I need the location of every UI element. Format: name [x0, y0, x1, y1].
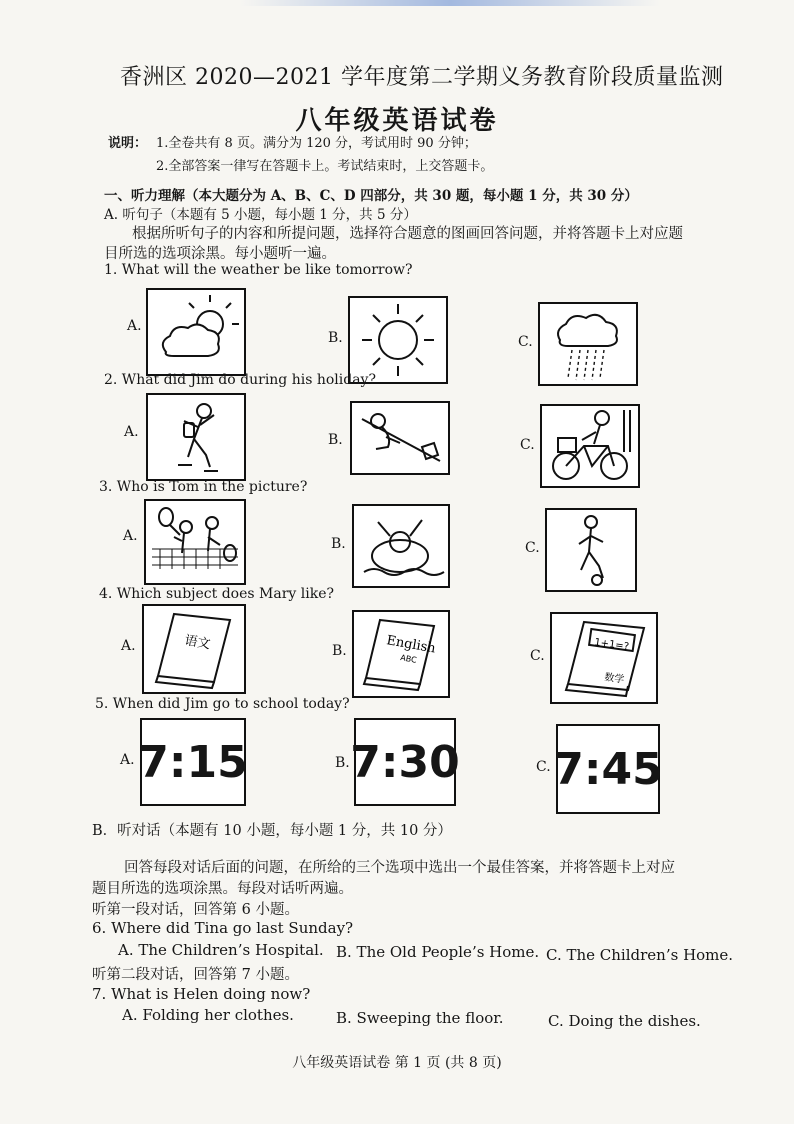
- tennis-icon: [146, 501, 244, 583]
- q2-option-a-label: A.: [124, 424, 139, 440]
- q1-option-c-picture[interactable]: [538, 302, 638, 386]
- book-sublabel: ABC: [399, 653, 418, 665]
- q3-option-c-label: C.: [525, 540, 540, 556]
- q1-option-c-label: C.: [518, 334, 533, 350]
- football-icon: [547, 510, 635, 590]
- chinese-book-icon: [144, 606, 244, 692]
- time-display: 7:30: [350, 736, 460, 788]
- q2-option-c-label: C.: [520, 437, 535, 453]
- q2-option-c-picture[interactable]: [540, 404, 640, 488]
- question-4: 4. Which subject does Mary like?: [99, 586, 334, 602]
- math-book-icon: [552, 614, 656, 702]
- q2-option-a-picture[interactable]: [146, 393, 246, 481]
- q5-option-b-label: B.: [335, 755, 350, 771]
- rain-cloud-icon: [540, 304, 636, 384]
- part-a-directions-2: 目所选的选项涂黑。每小题听一遍。: [104, 246, 336, 262]
- q3-option-c-picture[interactable]: [545, 508, 637, 592]
- sliding-icon: [352, 403, 448, 473]
- book-label: English: [385, 633, 437, 657]
- q5-option-a-label: A.: [120, 752, 135, 768]
- page-footer: 八年级英语试卷 第 1 页 (共 8 页): [292, 1055, 502, 1071]
- q5-option-c-clock[interactable]: [553, 724, 663, 814]
- q4-option-a-picture[interactable]: [142, 604, 246, 694]
- sun-icon: [350, 298, 446, 382]
- question-7: 7. What is Helen doing now?: [92, 985, 311, 1003]
- question-1: 1. What will the weather be like tomorrow?: [104, 262, 413, 278]
- q6-option-a[interactable]: A. The Children’s Hospital.: [118, 941, 324, 959]
- question-3: 3. Who is Tom in the picture?: [99, 479, 308, 495]
- q6-option-b[interactable]: B. The Old People’s Home.: [336, 943, 540, 961]
- q4-option-a-label: A.: [121, 638, 136, 654]
- q4-option-c-label: C.: [530, 648, 545, 664]
- time-display: 7:45: [553, 743, 663, 795]
- q3-option-b-picture[interactable]: [352, 504, 450, 588]
- q6-option-c[interactable]: C. The Children’s Home.: [546, 946, 734, 964]
- dialog-1-instruction: 听第一段对话，回答第 6 小题。: [92, 902, 299, 918]
- instructions-line-1: 1.全卷共有 8 页。满分为 120 分，考试用时 90 分钟；: [156, 136, 477, 151]
- book-sublabel: 数学: [603, 672, 625, 686]
- part-b-heading: B．听对话（本题有 10 小题，每小题 1 分，共 10 分）: [92, 823, 452, 839]
- time-display: 7:15: [138, 736, 248, 788]
- instructions-label: 说明：: [108, 136, 148, 151]
- q3-option-a-label: A.: [123, 528, 138, 544]
- part-b-directions-1: 回答每段对话后面的问题，在所给的三个选项中选出一个最佳答案，并将答题卡上对应: [124, 860, 675, 876]
- instructions-line-2: 2.全部答案一律写在答题卡上。考试结束时，上交答题卡。: [156, 159, 494, 174]
- q1-option-b-label: B.: [328, 330, 343, 346]
- book-label: 1+1=?: [593, 637, 630, 653]
- q3-option-a-picture[interactable]: [144, 499, 246, 585]
- section-1-heading: 一、听力理解（本大题分为 A、B、C、D 四部分，共 30 题，每小题 1 分，共 30 分）: [104, 188, 638, 204]
- exam-title: 香洲区 2020—2021 学年度第二学期义务教育阶段质量监测: [120, 65, 724, 90]
- q2-option-b-picture[interactable]: [350, 401, 450, 475]
- question-6: 6. Where did Tina go last Sunday?: [92, 919, 354, 937]
- q4-option-b-picture[interactable]: [352, 610, 450, 698]
- dialog-2-instruction: 听第二段对话，回答第 7 小题。: [92, 967, 299, 983]
- swimming-icon: [354, 506, 448, 586]
- q7-option-b[interactable]: B. Sweeping the floor.: [336, 1009, 504, 1027]
- q5-option-a-clock[interactable]: [140, 718, 246, 806]
- q1-option-a-picture[interactable]: [146, 288, 246, 376]
- book-label: 语文: [183, 633, 212, 653]
- exam-subtitle: 八年级英语试卷: [295, 106, 499, 136]
- q1-option-b-picture[interactable]: [348, 296, 448, 384]
- climbing-icon: [148, 395, 244, 479]
- q7-option-a[interactable]: A. Folding her clothes.: [122, 1006, 294, 1024]
- question-5: 5. When did Jim go to school today?: [95, 696, 350, 712]
- question-2: 2. What did Jim do during his holiday?: [104, 372, 376, 388]
- top-edge-strip: [240, 0, 660, 6]
- part-b-directions-2: 题目所选的选项涂黑。每段对话听两遍。: [92, 881, 353, 897]
- cycling-icon: [542, 406, 638, 486]
- part-a-directions-1: 根据所听句子的内容和所提问题，选择符合题意的图画回答问题，并将答题卡上对应题: [132, 226, 683, 242]
- english-book-icon: [354, 612, 448, 696]
- q5-option-c-label: C.: [536, 759, 551, 775]
- q2-option-b-label: B.: [328, 432, 343, 448]
- part-a-heading: A. 听句子（本题有 5 小题，每小题 1 分，共 5 分）: [104, 207, 417, 223]
- q3-option-b-label: B.: [331, 536, 346, 552]
- q5-option-b-clock[interactable]: [350, 718, 460, 806]
- q4-option-b-label: B.: [332, 643, 347, 659]
- q1-option-a-label: A.: [127, 318, 142, 334]
- q7-option-c[interactable]: C. Doing the dishes.: [548, 1012, 701, 1030]
- cloud-sun-icon: [148, 290, 244, 374]
- q4-option-c-picture[interactable]: [550, 612, 658, 704]
